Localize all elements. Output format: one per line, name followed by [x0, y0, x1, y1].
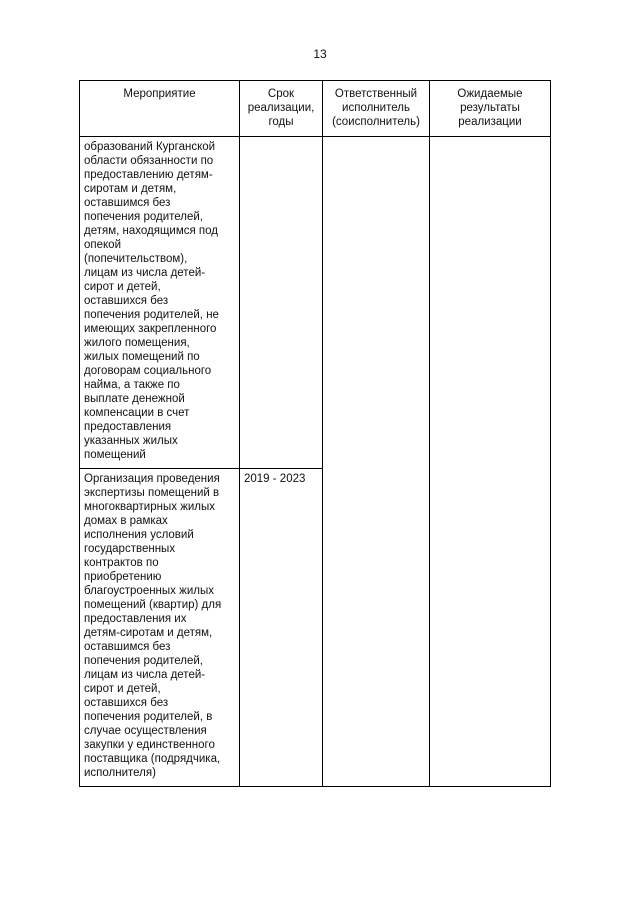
- row-1-activity: [80, 137, 240, 469]
- header-responsible: [323, 81, 430, 137]
- header-results-label: Ожидаемые результаты реализации: [457, 88, 523, 128]
- table-row: [80, 137, 551, 469]
- header-activity-label: Мероприятие: [123, 88, 196, 100]
- row-2-period: [240, 469, 323, 787]
- row-2-activity-text: Организация проведения экспертизы помещений в многоквартирных жилых домах в рамках исполнения условий государственных контрактов по приобретению благоустроенных жилых помещений (квартир) для предоставления их детям-сиротам и детям, оставшимся без попечения родителей, лицам из числа детей- сирот и детей, оставшихся без попечения родителей, в случае осуществления закупки у единственного поставщика (подрядчика, исполнителя): [84, 473, 222, 779]
- header-responsible-label: Ответственный исполнитель (соисполнитель): [332, 88, 420, 128]
- table-header-row: [80, 81, 551, 137]
- header-activity: [80, 81, 240, 137]
- row-2-period-text: 2019 - 2023: [244, 473, 306, 485]
- header-period: [240, 81, 323, 137]
- row-1-period: [240, 137, 323, 469]
- measures-table: [79, 80, 551, 787]
- header-results: [430, 81, 551, 137]
- results-text: [430, 137, 550, 146]
- responsible-text: [323, 137, 429, 146]
- row-1-activity-text: образований Курганской области обязанности по предоставлению детям- сиротам и детям, оставшимся без попечения родителей, детям, находящимся под опекой (попечительством), лицам из числа детей- сирот и детей, оставшихся без попечения родителей, не имеющих закрепленного жилого помещения, жилых помещений по договорам социального найма, а также по выплате денежной компенсации в счет предоставления указанных жилых помещений: [84, 141, 219, 461]
- row-1-period-text: [240, 137, 322, 146]
- page-number: 13: [313, 47, 327, 61]
- header-period-label: Срок реализации, годы: [247, 88, 315, 128]
- results-cell: [430, 137, 551, 787]
- responsible-cell: [323, 137, 430, 787]
- row-2-activity: [80, 469, 240, 787]
